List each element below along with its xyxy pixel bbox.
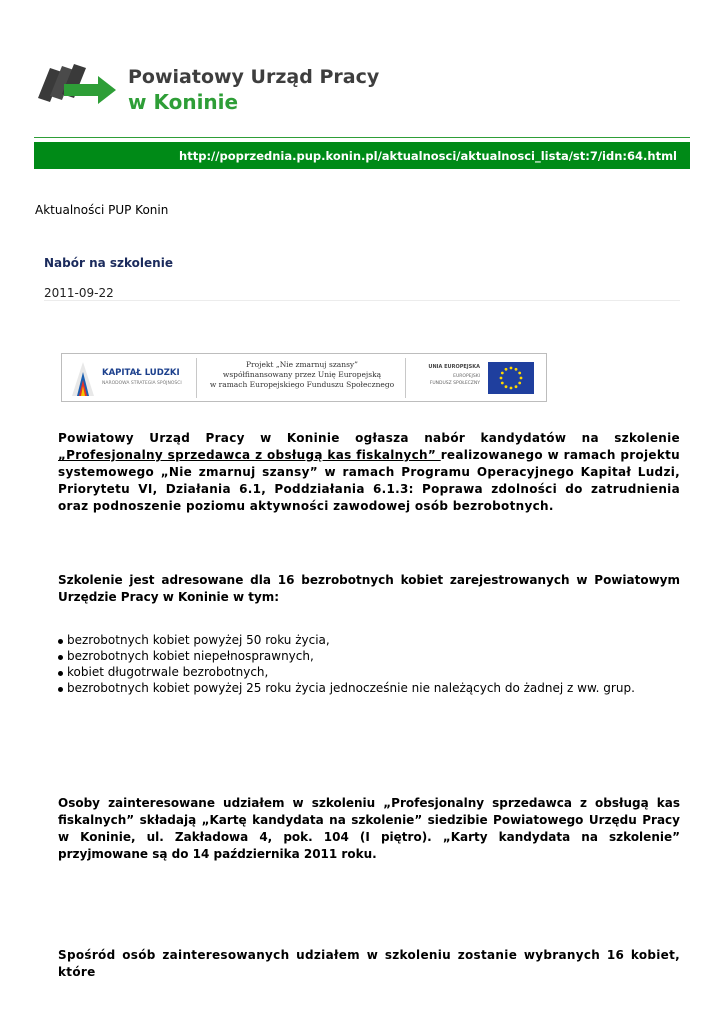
intro-text: Powiatowy Urząd Pracy w Koninie ogłasza nabór kandydatów na szkolenie	[58, 431, 680, 445]
article-date: 2011-09-22	[44, 286, 114, 300]
logo-arrow-icon	[36, 62, 126, 118]
target-group-list	[58, 632, 680, 696]
selection-paragraph: Spośród osób zainteresowanych udziałem w szkoleniu zostanie wybranych 16 kobiet, które	[58, 948, 680, 979]
banner-separator	[405, 358, 406, 398]
kapital-ludzki-subtitle: NARODOWA STRATEGIA SPÓJNOŚCI	[102, 381, 182, 386]
logo-title: Powiatowy Urząd Pracy	[128, 66, 380, 88]
url-bar	[34, 142, 690, 169]
eu-title: UNIA EUROPEJSKA	[428, 364, 480, 370]
intro-paragraph	[58, 430, 680, 515]
training-name-link[interactable]: „Profesjonalny sprzedawca z obsługą kas fiskalnych”	[58, 448, 441, 462]
project-line-3: w ramach Europejskiego Funduszu Społecznego	[209, 380, 395, 389]
eu-flag-icon	[488, 362, 534, 394]
application-paragraph: Osoby zainteresowane udziałem w szkoleniu „Profesjonalny sprzedawca z obsługą kas fiskalnych” składają „Kartę kandydata na szkolenie” siedzibie Powiatowego Urzędu Pracy w Koninie, ul. Zakładowa 4, pok. 104 (I piętro). „Karty kandydata na szkolenie” przyjmowane są do 14 października 2011 roku.	[58, 796, 680, 861]
kapital-ludzki-title: KAPITAŁ LUDZKI	[102, 368, 180, 378]
list-item: bezrobotnych kobiet powyżej 50 roku życia,	[58, 632, 680, 648]
project-line-2: współfinansowany przez Unię Europejską	[222, 370, 382, 379]
date-divider	[44, 300, 680, 301]
eu-project-banner	[61, 353, 547, 402]
list-item: bezrobotnych kobiet niepełnosprawnych,	[58, 648, 680, 664]
eu-stars-icon	[488, 362, 534, 394]
eu-fund-line-2: FUNDUSZ SPOŁECZNY	[429, 381, 480, 386]
article-title: Nabór na szkolenie	[44, 256, 173, 270]
list-item: bezrobotnych kobiet powyżej 25 roku życia jednocześnie nie należących do żadnej z ww. grup.	[58, 680, 680, 696]
project-line-1: Projekt „Nie zmarnuj szansy”	[245, 360, 359, 369]
logo-subtitle: w Koninie	[128, 90, 239, 114]
target-group-paragraph: Szkolenie jest adresowane dla 16 bezrobotnych kobiet zarejestrowanych w Powiatowym Urzędzie Pracy w Koninie w tym:	[58, 573, 680, 604]
list-item: kobiet długotrwale bezrobotnych,	[58, 664, 680, 680]
kapital-ludzki-logo-icon	[68, 358, 98, 398]
eu-fund-name	[408, 373, 480, 387]
pup-logo[interactable]	[36, 62, 380, 118]
project-info	[200, 360, 404, 390]
banner-separator	[196, 358, 197, 398]
intro-text-continued: realizowanego w ramach projektu systemowego „Nie zmarnuj szansy” w ramach Programu Operacyjnego Kapitał Ludzi, Priorytetu VI, Działania 6.1, Poddziałania 6.1.3: Poprawa zdolności do zatrudnienia oraz podnoszenie poziomu aktywności zawodowej osób bezrobotnych.	[58, 448, 680, 513]
section-label: Aktualności PUP Konin	[35, 203, 169, 217]
page-url[interactable]: http://poprzednia.pup.konin.pl/aktualnosci/aktualnosci_lista/st:7/idn:64.html	[179, 149, 677, 163]
header-divider	[34, 137, 690, 138]
eu-fund-line-1: EUROPEJSKI	[453, 374, 480, 379]
